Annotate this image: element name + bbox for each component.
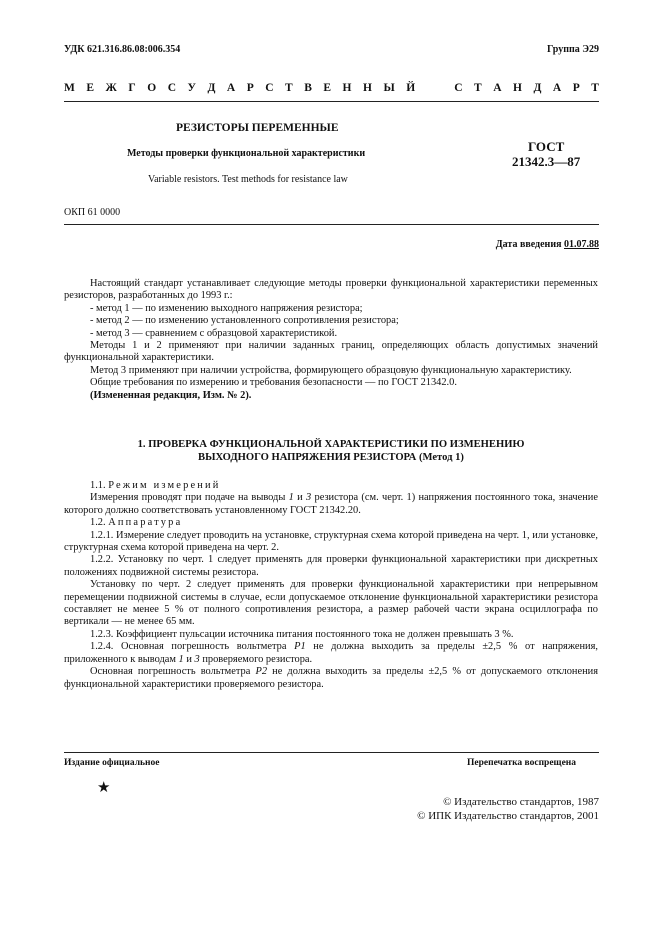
document-subtitle: Методы проверки функциональной характеристики <box>127 148 366 159</box>
section-1-text <box>64 480 598 691</box>
official-edition: Издание официальное <box>64 758 160 768</box>
header-rule <box>64 101 599 102</box>
banner-letter: Г <box>128 82 136 94</box>
method-item: - метод 1 — по изменению выходного напряжения резистора; <box>90 302 363 314</box>
footer-rule <box>64 752 599 753</box>
okp-code: ОКП 61 0000 <box>64 207 121 218</box>
banner-letter: Н <box>363 82 372 94</box>
amendment-note: (Измененная редакция, Изм. № 2). <box>90 389 252 401</box>
method-item: - метод 3 — сравнением с образцовой характеристикой. <box>90 327 338 339</box>
document-title: РЕЗИСТОРЫ ПЕРЕМЕННЫЕ <box>176 122 339 134</box>
banner-letter: Н <box>342 82 352 94</box>
clause-paragraph: Установку по черт. 2 следует применять для проверки функциональной характеристики при непрерывном перемещении подвижной системы в случае, если допускаемое отклонение функциональной характеристики резистора составляет не менее 5 % от полного сопротивления резистора, а размер рабочей части экрана осциллографа по вертикали — не менее 65 мм. <box>64 579 598 628</box>
standard-banner <box>64 82 599 94</box>
banner-letter: Т <box>474 82 482 94</box>
banner-letter: Н <box>513 82 522 94</box>
section-1-heading-line: 1. ПРОВЕРКА ФУНКЦИОНАЛЬНОЙ ХАРАКТЕРИСТИКИ ПО ИЗМЕНЕНИЮ <box>137 439 525 450</box>
intro-paragraph: Методы 1 и 2 применяют при наличии заданных границ, определяющих область допустимых значений функциональной характеристики. <box>64 340 598 364</box>
clause-1-2-3: 1.2.3. Коэффициент пульсации источника питания постоянного тока не должен превышать 3 %. <box>90 628 514 640</box>
banner-letter: Ж <box>105 82 117 94</box>
gost-code: 21342.3—87 <box>512 154 581 169</box>
banner-letter: Р <box>572 82 580 94</box>
intro-paragraph: Метод 3 применяют при наличии устройства, формирующего образцовую функциональную характеристику. <box>90 364 572 376</box>
copyright-line: © ИПК Издательство стандартов, 2001 <box>417 810 599 822</box>
banner-letter: С <box>454 82 463 94</box>
clause-1-1: 1.1. Режим измерений <box>90 480 221 491</box>
introduction-date-label: Дата введения <box>495 239 562 250</box>
banner-letter: М <box>64 82 75 94</box>
banner-letter: Е <box>86 82 95 94</box>
gost-number <box>512 139 580 169</box>
clause-paragraph: Измерения проводят при подаче на выводы 1 и 3 резистора (см. черт. 1) напряжения постоянного тока, значение которого должно соответствовать установленному ГОСТ 21342.20. <box>64 492 598 516</box>
okp-rule <box>64 224 599 225</box>
english-title: Variable resistors. Test methods for resistance law <box>148 174 348 185</box>
method-item: - метод 2 — по изменению установленного сопротивления резистора; <box>90 315 399 327</box>
banner-letter: А <box>226 82 236 94</box>
star-icon: ★ <box>97 780 111 796</box>
banner-letter: О <box>147 82 157 94</box>
clause-1-2-1: 1.2.1. Измерение следует проводить на установке, структурная схема которой приведена на черт. 1, или установке, структурная схема которой приведена на черт. 2. <box>64 529 598 554</box>
banner-letter: В <box>304 82 312 94</box>
banner-letter: Е <box>323 82 332 94</box>
clause-1-2: 1.2. Аппаратура <box>90 517 183 529</box>
clause-paragraph: Основная погрешность вольтметра P2 не должна выходить за пределы ±2,5 % от допускаемого отклонения функциональной характеристики проверяемого резистора. <box>64 666 598 690</box>
banner-letter: Р <box>246 82 254 94</box>
intro-text <box>64 278 598 402</box>
gost-label: ГОСТ <box>527 139 565 154</box>
banner-letter: С <box>265 82 274 94</box>
group-code: Группа Э29 <box>547 44 599 55</box>
introduction-date-value: 01.07.88 <box>564 239 599 250</box>
intro-paragraph: Настоящий стандарт устанавливает следующие методы проверки функциональной характеристики переменных резисторов, разработанных до 1993 г.: <box>64 278 598 302</box>
clause-1-2-4: 1.2.4. Основная погрешность вольтметра P1 не должна выходить за пределы ±2,5 % от напряжения, приложенного к выводам 1 и 3 проверяемого резистора. <box>64 641 598 665</box>
banner-letter: Ы <box>383 82 395 94</box>
copyright <box>417 795 599 823</box>
copyright-line: © Издательство стандартов, 1987 <box>443 796 599 808</box>
banner-letter: С <box>167 82 176 94</box>
intro-paragraph: Общие требования по измерению и требования безопасности — по ГОСТ 21342.0. <box>90 377 457 389</box>
banner-letter: Й <box>406 82 416 94</box>
reprint-prohibited: Перепечатка воспрещена <box>467 758 577 768</box>
banner-letter: Д <box>207 82 216 94</box>
banner-letter: А <box>552 82 562 94</box>
banner-letter: Т <box>285 82 293 94</box>
section-1-heading-line: ВЫХОДНОГО НАПРЯЖЕНИЯ РЕЗИСТОРА (Метод 1) <box>198 452 464 463</box>
banner-letter: А <box>493 82 502 94</box>
clause-1-2-2: 1.2.2. Установку по черт. 1 следует применять для проверки функциональной характеристики при дискретных положениях подвижной системы резистора. <box>64 554 598 578</box>
udk-code: УДК 621.316.86.08:006.354 <box>64 44 181 55</box>
section-1-heading <box>64 438 598 464</box>
introduction-date <box>496 239 599 250</box>
banner-letter: Д <box>533 82 542 94</box>
banner-letter: У <box>187 82 196 94</box>
banner-letter: Т <box>591 82 599 94</box>
